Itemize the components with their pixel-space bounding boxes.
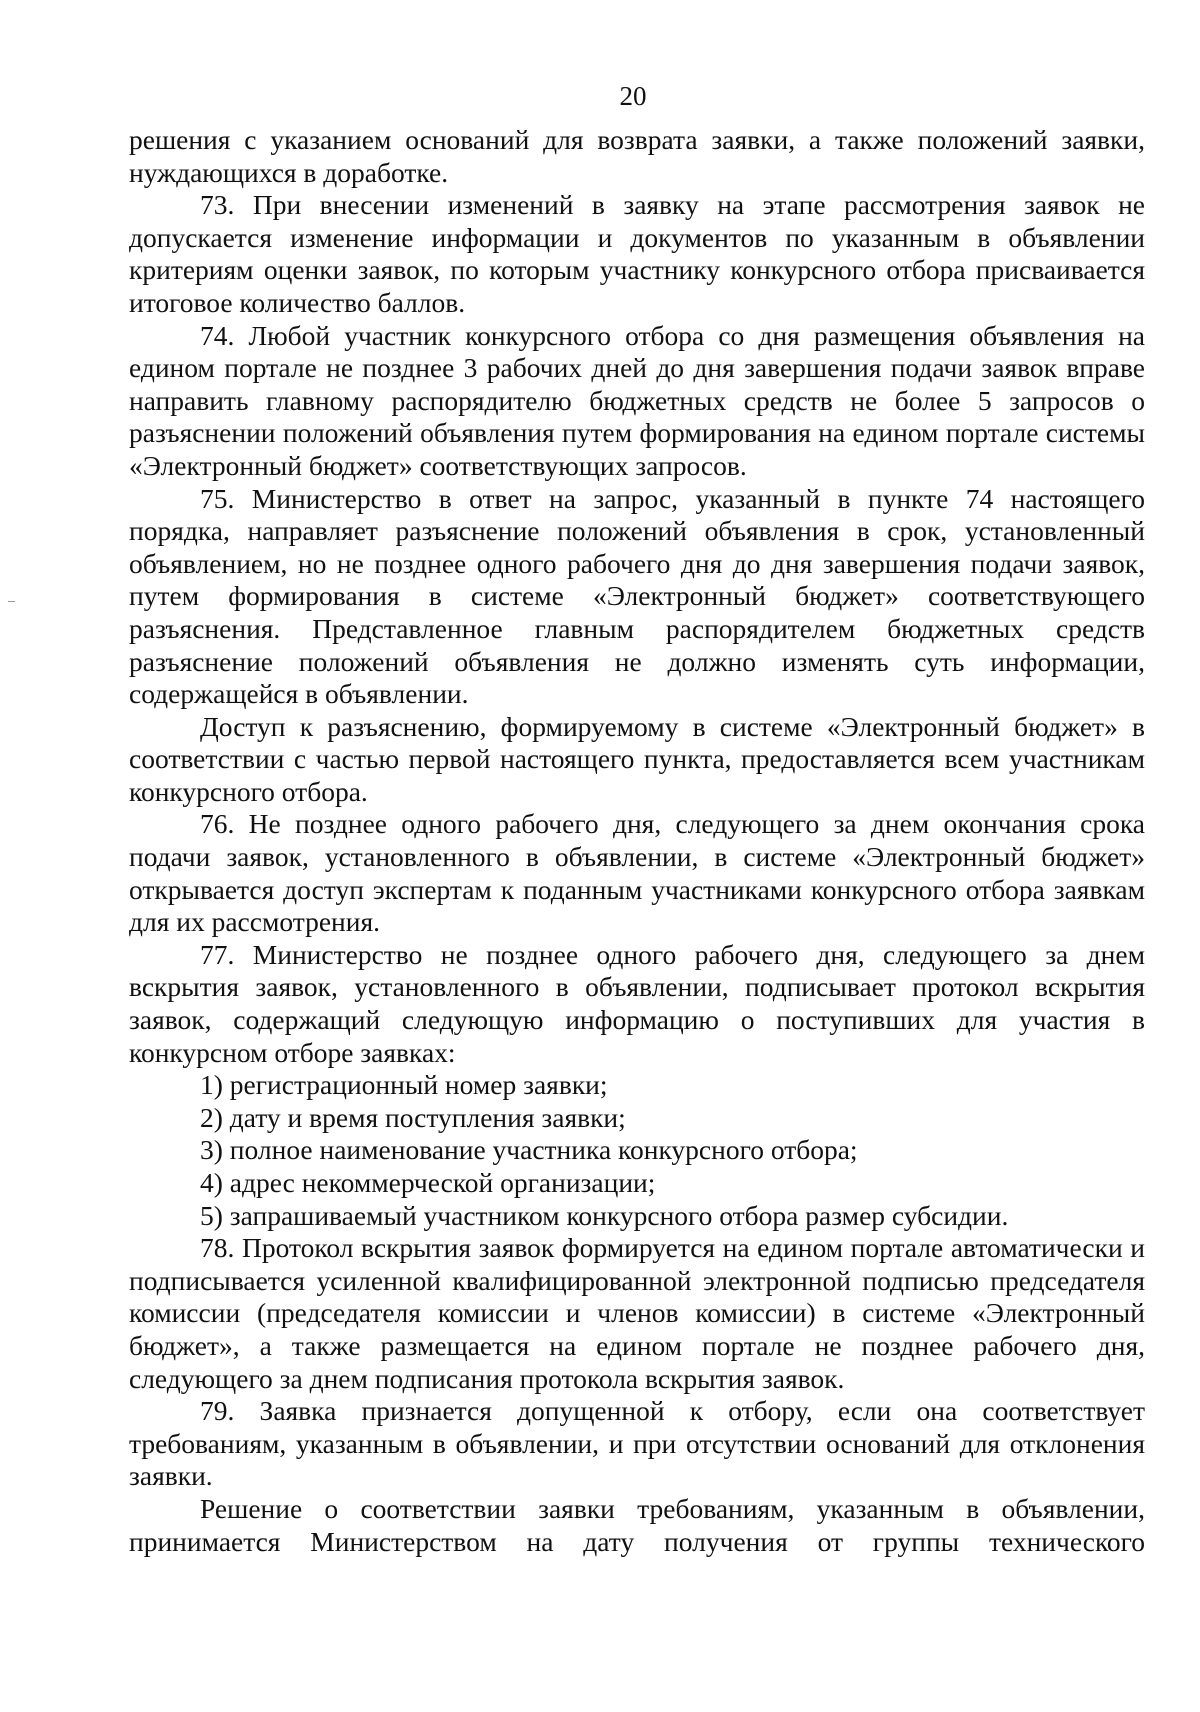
list-item: 1) регистрационный номер заявки; <box>200 1069 608 1101</box>
paragraph-73: 73. При внесении изменений в заявку на этапе рассмотрения заявок не допускается изменение информации и документов по указанным в объявлении критериям оценки заявок, по которым участнику конкурсного отбора присваивается итоговое количество баллов. <box>129 189 1145 318</box>
paragraph-75-access: Доступ к разъяснению, формируемому в системе «Электронный бюджет» в соответствии с частью первой настоящего пункта, предоставляется всем участникам конкурсного отбора. <box>129 710 1145 807</box>
paragraph-79-decision: Решение о соответствии заявки требованиям, указанным в объявлении, принимается Министерством на дату получения от группы технического <box>129 1492 1145 1557</box>
list-item: 4) адрес некоммерческой организации; <box>200 1167 656 1198</box>
scan-margin-mark <box>8 601 15 602</box>
page-number: 20 <box>619 81 647 111</box>
paragraph-79: 79. Заявка признается допущенной к отбору, если она соответствует требованиям, указанным в объявлении, и при отсутствии оснований для отклонения заявки. <box>129 1395 1145 1492</box>
paragraph-continuation: решения с указанием оснований для возврата заявки, а также положений заявки, нуждающихся в доработке. <box>129 124 1145 188</box>
paragraph-75: 75. Министерство в ответ на запрос, указанный в пункте 74 настоящего порядка, направляет разъяснение положений объявления в срок, установленный объявлением, но не позднее одного рабочего дня до дня завершения подачи заявок, путем формирования в системе «Электронный бюджет» соответствующего разъяснения. Представленное главным распорядителем бюджетных средств разъяснение положений объявления не должно изменять суть информации, содержащейся в объявлении. <box>129 482 1145 710</box>
list-item: 5) запрашиваемый участником конкурсного отбора размер субсидии. <box>200 1199 1009 1231</box>
paragraph-78: 78. Протокол вскрытия заявок формируется на едином портале автоматически и подписывается усиленной квалифицированной электронной подписью председателя комиссии (председателя комиссии и членов комиссии) в системе «Электронный бюджет», а также размещается на едином портале не позднее рабочего дня, следующего за днем подписания протокола вскрытия заявок. <box>129 1232 1145 1394</box>
paragraph-77: 77. Министерство не позднее одного рабочего дня, следующего за днем вскрытия заявок, установленного в объявлении, подписывает протокол вскрытия заявок, содержащий следующую информацию о поступивших для участия в конкурсном отборе заявках: <box>129 938 1145 1068</box>
paragraph-74: 74. Любой участник конкурсного отбора со дня размещения объявления на едином портале не позднее 3 рабочих дней до дня завершения подачи заявок вправе направить главному распорядителю бюджетных средств не более 5 запросов о разъяснении положений объявления путем формирования на едином портале системы «Электронный бюджет» соответствующих запросов. <box>129 319 1145 481</box>
list-item: 2) дату и время поступления заявки; <box>200 1101 626 1133</box>
paragraph-76: 76. Не позднее одного рабочего дня, следующего за днем окончания срока подачи заявок, установленного в объявлении, в системе «Электронный бюджет» открывается доступ экспертам к поданным участниками конкурсного отбора заявкам для их рассмотрения. <box>129 808 1145 938</box>
document-body <box>129 124 1145 1558</box>
list-item: 3) полное наименование участника конкурсного отбора; <box>200 1134 858 1166</box>
